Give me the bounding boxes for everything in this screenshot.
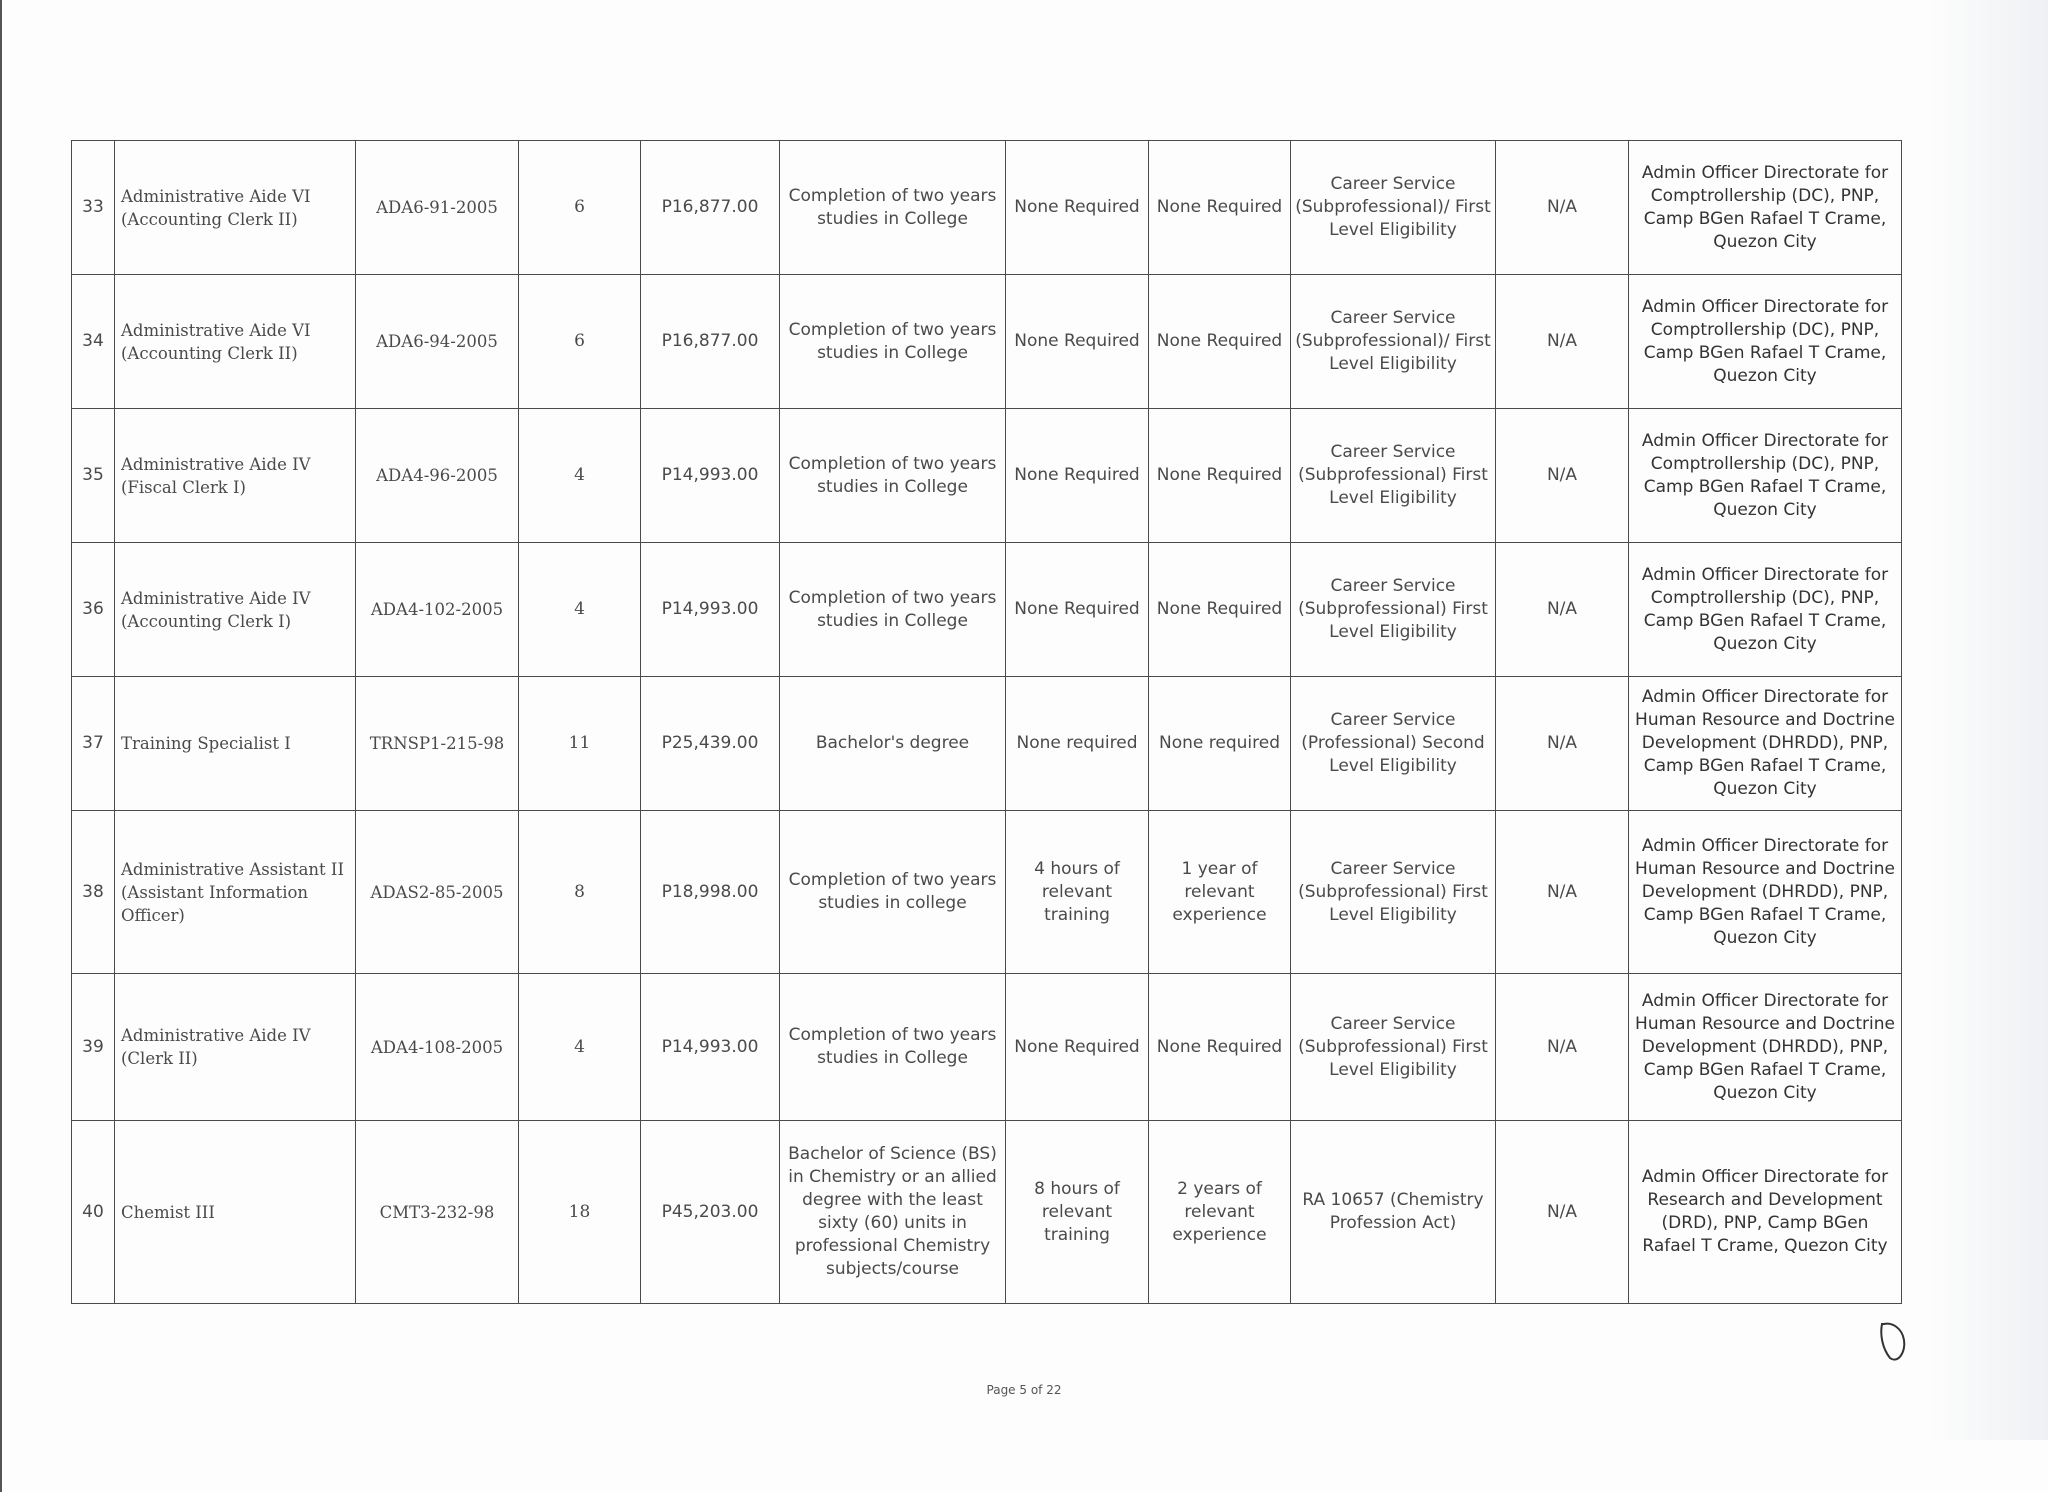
competency-requirement: N/A	[1496, 974, 1629, 1121]
row-number: 35	[72, 409, 115, 543]
competency-requirement: N/A	[1496, 543, 1629, 677]
row-number: 34	[72, 275, 115, 409]
scan-shading	[1928, 0, 2048, 1440]
place-of-assignment: Admin Officer Directorate for Comptrollership (DC), PNP, Camp BGen Rafael T Crame, Quezon City	[1629, 275, 1902, 409]
row-number: 33	[72, 141, 115, 275]
salary-grade: 6	[519, 275, 641, 409]
plantilla-item-number: ADA6-94-2005	[356, 275, 519, 409]
position-title: Administrative Assistant II (Assistant Information Officer)	[115, 811, 356, 974]
position-title: Chemist III	[115, 1121, 356, 1304]
competency-requirement: N/A	[1496, 1121, 1629, 1304]
table-row	[72, 811, 1902, 974]
plantilla-item-number: ADAS2-85-2005	[356, 811, 519, 974]
monthly-salary: P25,439.00	[641, 677, 780, 811]
table-row	[72, 974, 1902, 1121]
row-number: 40	[72, 1121, 115, 1304]
eligibility-requirement: Career Service (Subprofessional)/ First Level Eligibility	[1291, 141, 1496, 275]
monthly-salary: P45,203.00	[641, 1121, 780, 1304]
table-row	[72, 409, 1902, 543]
eligibility-requirement: Career Service (Subprofessional) First Level Eligibility	[1291, 543, 1496, 677]
row-number: 37	[72, 677, 115, 811]
experience-requirement: 2 years of relevant experience	[1149, 1121, 1291, 1304]
training-requirement: None Required	[1006, 141, 1149, 275]
table-row	[72, 275, 1902, 409]
experience-requirement: None Required	[1149, 974, 1291, 1121]
plantilla-item-number: TRNSP1-215-98	[356, 677, 519, 811]
place-of-assignment: Admin Officer Directorate for Comptrollership (DC), PNP, Camp BGen Rafael T Crame, Quezon City	[1629, 409, 1902, 543]
monthly-salary: P14,993.00	[641, 409, 780, 543]
education-requirement: Completion of two years studies in college	[780, 811, 1006, 974]
monthly-salary: P16,877.00	[641, 275, 780, 409]
vacancy-table-body	[72, 141, 1902, 1304]
page-number-footer: Page 5 of 22	[986, 1383, 1062, 1397]
table-row	[72, 141, 1902, 275]
position-title: Administrative Aide IV (Clerk II)	[115, 974, 356, 1121]
table-row	[72, 543, 1902, 677]
training-requirement: 4 hours of relevant training	[1006, 811, 1149, 974]
education-requirement: Completion of two years studies in College	[780, 275, 1006, 409]
competency-requirement: N/A	[1496, 409, 1629, 543]
monthly-salary: P14,993.00	[641, 974, 780, 1121]
education-requirement: Bachelor's degree	[780, 677, 1006, 811]
page-left-edge	[0, 0, 2, 1492]
training-requirement: None required	[1006, 677, 1149, 811]
salary-grade: 11	[519, 677, 641, 811]
place-of-assignment: Admin Officer Directorate for Comptrollership (DC), PNP, Camp BGen Rafael T Crame, Quezon City	[1629, 141, 1902, 275]
place-of-assignment: Admin Officer Directorate for Human Resource and Doctrine Development (DHRDD), PNP, Camp BGen Rafael T Crame, Quezon City	[1629, 677, 1902, 811]
row-number: 36	[72, 543, 115, 677]
plantilla-item-number: ADA4-96-2005	[356, 409, 519, 543]
monthly-salary: P14,993.00	[641, 543, 780, 677]
education-requirement: Completion of two years studies in College	[780, 409, 1006, 543]
salary-grade: 18	[519, 1121, 641, 1304]
training-requirement: None Required	[1006, 974, 1149, 1121]
competency-requirement: N/A	[1496, 141, 1629, 275]
row-number: 39	[72, 974, 115, 1121]
position-title: Administrative Aide VI (Accounting Clerk II)	[115, 141, 356, 275]
row-number: 38	[72, 811, 115, 974]
table-row	[72, 1121, 1902, 1304]
place-of-assignment: Admin Officer Directorate for Comptrollership (DC), PNP, Camp BGen Rafael T Crame, Quezon City	[1629, 543, 1902, 677]
competency-requirement: N/A	[1496, 275, 1629, 409]
experience-requirement: None Required	[1149, 275, 1291, 409]
eligibility-requirement: RA 10657 (Chemistry Profession Act)	[1291, 1121, 1496, 1304]
monthly-salary: P18,998.00	[641, 811, 780, 974]
education-requirement: Completion of two years studies in College	[780, 974, 1006, 1121]
eligibility-requirement: Career Service (Professional) Second Level Eligibility	[1291, 677, 1496, 811]
plantilla-item-number: ADA4-108-2005	[356, 974, 519, 1121]
position-title: Administrative Aide IV (Accounting Clerk I)	[115, 543, 356, 677]
vacancy-table-container	[71, 140, 1901, 1304]
training-requirement: None Required	[1006, 543, 1149, 677]
salary-grade: 4	[519, 409, 641, 543]
table-row	[72, 677, 1902, 811]
eligibility-requirement: Career Service (Subprofessional) First Level Eligibility	[1291, 811, 1496, 974]
salary-grade: 8	[519, 811, 641, 974]
handwritten-initial-mark	[1876, 1318, 1910, 1364]
experience-requirement: None Required	[1149, 543, 1291, 677]
place-of-assignment: Admin Officer Directorate for Human Resource and Doctrine Development (DHRDD), PNP, Camp BGen Rafael T Crame, Quezon City	[1629, 974, 1902, 1121]
eligibility-requirement: Career Service (Subprofessional) First Level Eligibility	[1291, 974, 1496, 1121]
education-requirement: Completion of two years studies in College	[780, 141, 1006, 275]
eligibility-requirement: Career Service (Subprofessional) First Level Eligibility	[1291, 409, 1496, 543]
training-requirement: None Required	[1006, 275, 1149, 409]
position-title: Training Specialist I	[115, 677, 356, 811]
salary-grade: 4	[519, 543, 641, 677]
competency-requirement: N/A	[1496, 677, 1629, 811]
position-title: Administrative Aide IV (Fiscal Clerk I)	[115, 409, 356, 543]
experience-requirement: None Required	[1149, 409, 1291, 543]
experience-requirement: 1 year of relevant experience	[1149, 811, 1291, 974]
experience-requirement: None required	[1149, 677, 1291, 811]
education-requirement: Bachelor of Science (BS) in Chemistry or an allied degree with the least sixty (60) units in professional Chemistry subjects/course	[780, 1121, 1006, 1304]
position-title: Administrative Aide VI (Accounting Clerk II)	[115, 275, 356, 409]
training-requirement: 8 hours of relevant training	[1006, 1121, 1149, 1304]
plantilla-item-number: CMT3-232-98	[356, 1121, 519, 1304]
monthly-salary: P16,877.00	[641, 141, 780, 275]
place-of-assignment: Admin Officer Directorate for Research and Development (DRD), PNP, Camp BGen Rafael T Crame, Quezon City	[1629, 1121, 1902, 1304]
education-requirement: Completion of two years studies in College	[780, 543, 1006, 677]
salary-grade: 6	[519, 141, 641, 275]
experience-requirement: None Required	[1149, 141, 1291, 275]
salary-grade: 4	[519, 974, 641, 1121]
eligibility-requirement: Career Service (Subprofessional)/ First Level Eligibility	[1291, 275, 1496, 409]
vacancy-table	[71, 140, 1902, 1304]
plantilla-item-number: ADA6-91-2005	[356, 141, 519, 275]
place-of-assignment: Admin Officer Directorate for Human Resource and Doctrine Development (DHRDD), PNP, Camp BGen Rafael T Crame, Quezon City	[1629, 811, 1902, 974]
training-requirement: None Required	[1006, 409, 1149, 543]
plantilla-item-number: ADA4-102-2005	[356, 543, 519, 677]
competency-requirement: N/A	[1496, 811, 1629, 974]
